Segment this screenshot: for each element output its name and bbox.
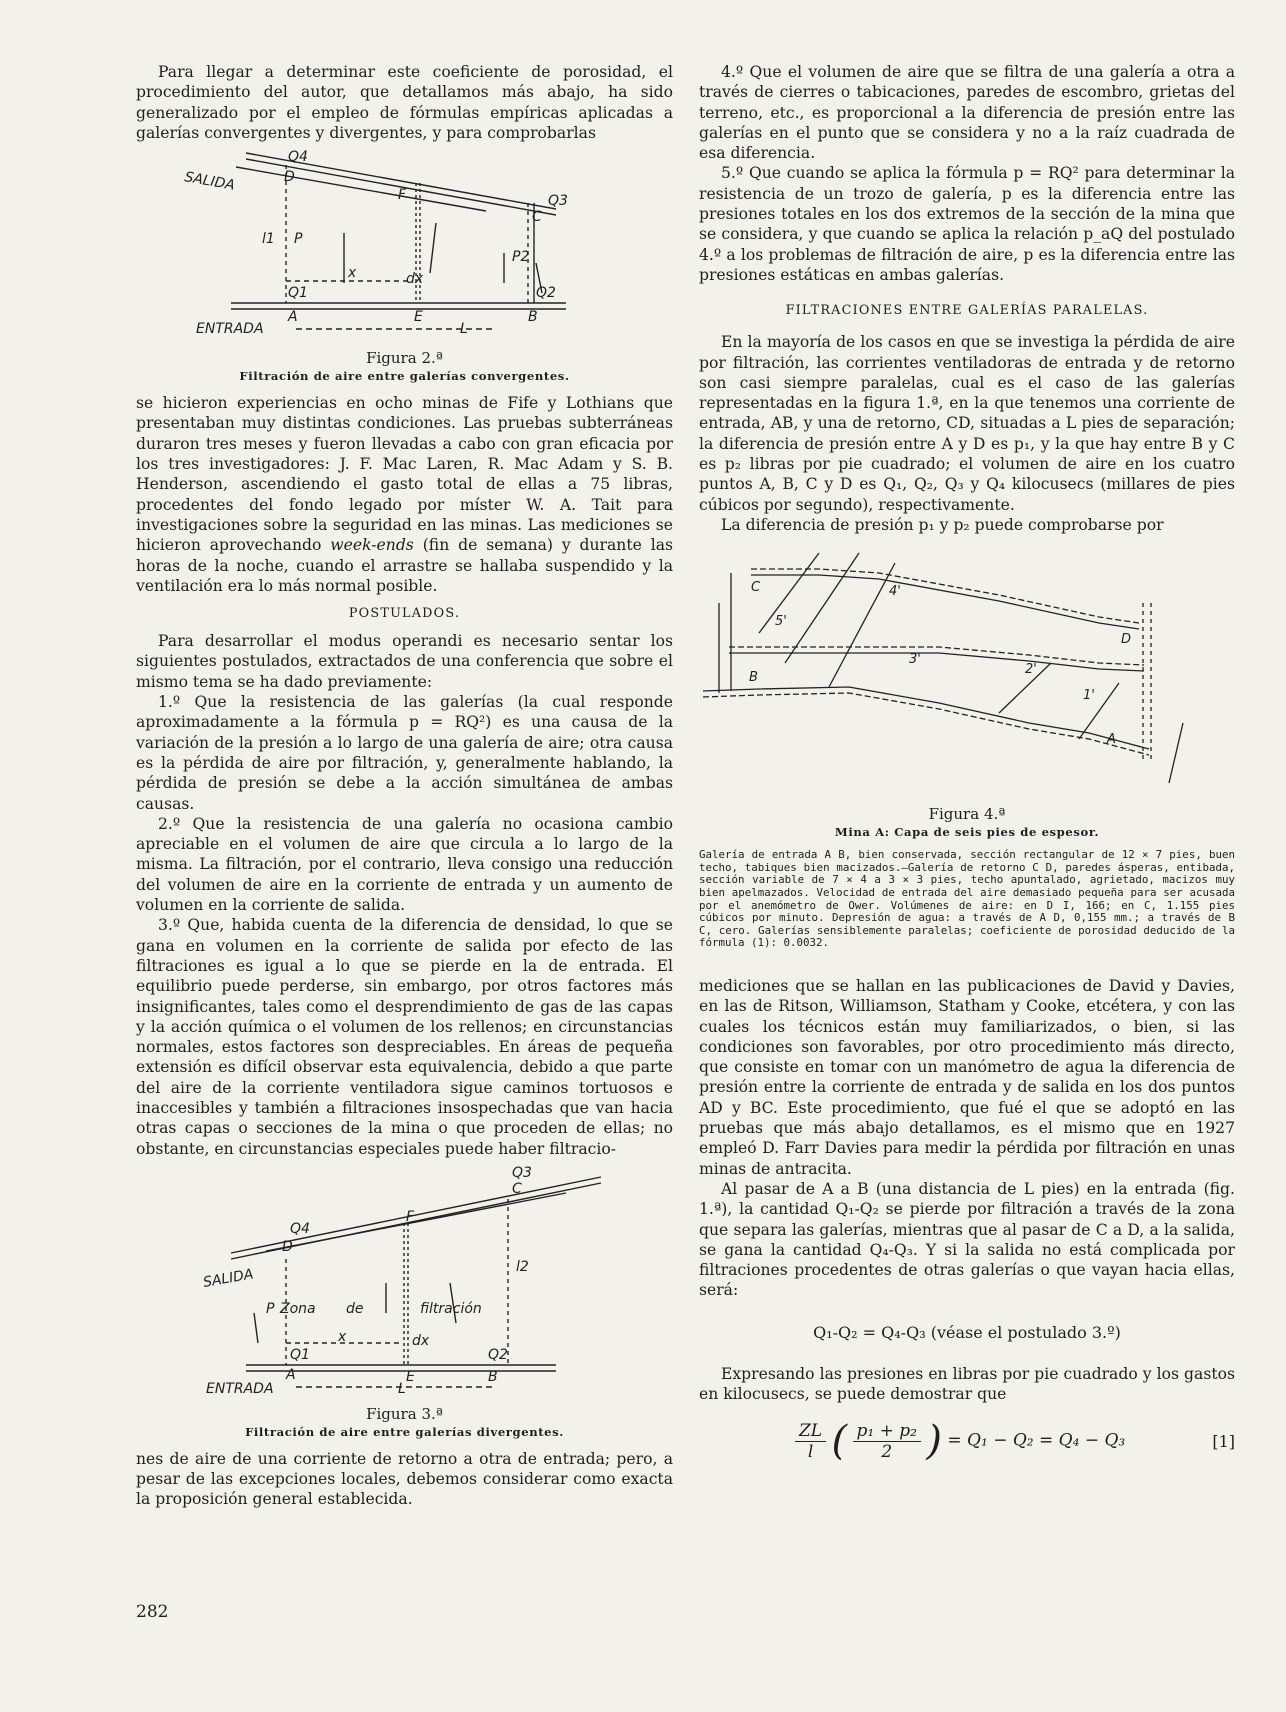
figure-2-diagram (136, 143, 673, 343)
fig2-label-b: B (528, 309, 538, 326)
fig2-label-f: F (398, 187, 407, 204)
fig4-label-d: D (1121, 632, 1132, 648)
equation-number: [1] (1212, 1432, 1235, 1452)
equation-fraction-p (853, 1421, 921, 1462)
formula-1: Q₁-Q₂ = Q₄-Q₃ (véase el postulado 3.º) (813, 1322, 1121, 1342)
equation-numerator: ZL (795, 1421, 826, 1442)
postulate-1: 1.º Que la resistencia de las galerías (la cual responde aproximadamente a la fórmula p = RQ²) es una causa de la variación de la presión a lo largo de una galería de aire; otra causa es la pérdida de aire por filtración, y, generalmente hablando, la pérdida de presión se debe a la acción simultánea de ambas causas. (136, 693, 673, 813)
equation-fraction-zl (795, 1421, 826, 1462)
fig2-label-p2: P2 (512, 249, 530, 266)
equation-numerator: p₁ + p₂ (853, 1421, 921, 1442)
fig4-label-2: 2' (1025, 662, 1037, 678)
right-column (699, 62, 1235, 1474)
paragraph: En la mayoría de los casos en que se investiga la pérdida de aire por filtración, las corrientes ventiladoras de entrada y de retorno son casi siempre paralelas, cual es el caso de las galerías representadas en la figura 1.ª, en la que tenemos una corriente de entrada, AB, y una de retorno, CD, situadas a L pies de separación; la diferencia de presión entre A y D es p₁, y la que hay entre B y C es p₂ libras por pie cuadrado; el volumen de aire en los cuatro puntos A, B, C y D es Q₁, Q₂, Q₃ y Q₄ kilocusecs (millares de pies cúbicos por segundo), respectivamente. (699, 333, 1235, 514)
fig2-label-x: x (348, 265, 357, 282)
fig2-label-q4: Q4 (288, 149, 308, 166)
fig2-label-l1: l1 (262, 231, 275, 248)
fig3-label-entrada: ENTRADA (206, 1380, 274, 1397)
left-column (136, 62, 673, 1510)
page-number: 282 (136, 1602, 169, 1622)
fig2-label-q1: Q1 (288, 285, 308, 302)
figure-2-title: Figura 2.ª (366, 349, 443, 368)
fig2-label-c: C (532, 209, 542, 226)
fig3-label-b: B (488, 1368, 498, 1385)
fig4-label-1: 1' (1083, 688, 1095, 704)
fig2-label-dx: dx (406, 271, 424, 288)
fig3-label-dx: dx (412, 1332, 430, 1349)
postulate-5: 5.º Que cuando se aplica la fórmula p = RQ² para determinar la resistencia de un trozo de galería, p es la diferencia entre las presiones totales en los dos extremos de la sección de la mina que se considera, y que cuando se aplica la relación p_aQ del postulado 4.º a los problemas de filtración de aire, p es la diferencia entre las presiones estáticas en ambas galerías. (699, 164, 1235, 284)
figure-4 (699, 543, 1235, 950)
paragraph: La diferencia de presión p₁ y p₂ puede comprobarse por (721, 515, 1164, 534)
fig3-label-l2: l2 (516, 1258, 529, 1275)
equation-rhs: = Q₁ − Q₂ = Q₄ − Q₃ (947, 1430, 1126, 1451)
figure-2-caption: Filtración de aire entre galerías convergentes. (239, 369, 570, 384)
paragraph: Expresando las presiones en libras por pie cuadrado y los gastos en kilocusecs, se puede demostrar que (699, 1364, 1235, 1404)
figure-4-title: Figura 4.ª (928, 805, 1006, 824)
fig2-label-d: D (284, 169, 295, 186)
fig4-label-3: 3' (909, 652, 921, 668)
fig3-label-c: C (512, 1180, 522, 1197)
fig3-label-q4: Q4 (290, 1220, 310, 1237)
fig2-label-l: L (460, 321, 468, 338)
fig3-label-zona: Zona (280, 1300, 316, 1317)
fig3-label-e: E (406, 1368, 415, 1385)
fig4-label-4: 4' (889, 584, 901, 600)
fig3-label-a: A (286, 1366, 296, 1383)
postulate-3: 3.º Que, habida cuenta de la diferencia de densidad, lo que se gana en volumen en la corriente de salida por efecto de las filtraciones es igual a lo que se pierde en la de entrada. El equilibrio puede perderse, sin embargo, por otros factores más insignificantes, tales como el desprendimiento de gas de las capas y la acción química o el volumen de los rellenos; en circunstancias normales, estos factores son despreciables. En áreas de pequeña extensión es difícil observar esta equivalencia, debido a que parte del aire de la corriente ventiladora sigue caminos tortuosos e inaccesibles y también a filtraciones insospechadas que van hacia otras capas o secciones de la mina o que proceden de ellas; no obstante, en circunstancias especiales puede haber filtracio- (136, 916, 673, 1158)
equation-body (795, 1418, 1125, 1464)
fig3-label-salida: SALIDA (201, 1266, 255, 1291)
fig2-label-p: P (294, 231, 303, 248)
figure-3 (136, 1163, 673, 1439)
fig2-label-a: A (288, 309, 298, 326)
fig2-label-entrada: ENTRADA (196, 321, 264, 338)
fig4-label-a: A (1107, 732, 1116, 748)
fig2-label-salida: SALIDA (183, 169, 237, 194)
fig2-label-q3: Q3 (548, 193, 568, 210)
figure-4-description: Galería de entrada A B, bien conservada, sección rectangular de 12 × 7 pies, buen techo, tabiques bien macizados.—Galería de retorno C D, paredes ásperas, entibada, sección variable de 7 × 4 a 3 × 3 pies, techo apuntalado, agrietado, macizos muy bien apelmazados. Velocidad de entrada del aire demasiado pequeña para ser acusada por el anemómetro de Ower. Volúmenes de aire: en D I, 166; en C, 1.155 pies cúbicos por minuto. Depresión de agua: a través de A D, 0,155 mm.; a través de B C, cero. Galerías sensiblemente paralelas; coeficiente de porosidad deducido de la fórmula (1): 0.0032. (699, 848, 1235, 950)
fig3-label-q3: Q3 (512, 1164, 532, 1181)
fig3-label-de: de (346, 1300, 364, 1317)
section-heading-postulados: POSTULADOS. (348, 606, 461, 622)
paragraph-text: (fin de semana) y durante las horas de la noche, cuando el arrastre se hallaba suspendido y la ventilación era lo más normal posible. (136, 536, 674, 595)
equation-paren-close: ) (926, 1418, 942, 1465)
figure-4-caption: Mina A: Capa de seis pies de espesor. (834, 825, 1100, 840)
fig4-label-5: 5' (775, 614, 787, 630)
equation-1 (699, 1418, 1235, 1474)
fig4-label-b: B (749, 670, 758, 686)
fig3-label-f: F (406, 1208, 415, 1225)
figure-2 (136, 143, 673, 383)
paragraph: mediciones que se hallan en las publicaciones de David y Davies, en las de Ritson, Williamson, Statham y Cooke, etcétera, y con las cuales los técnicos están muy familiarizados, o bien, si las condiciones son favorables, por otro procedimiento más directo, que consiste en tomar con un manómetro de agua la diferencia de presión entre la corriente de entrada y de salida en los dos puntos AD y BC. Este procedimiento, que fué el que se adoptó en las pruebas que más abajo detallamos, es el mismo que en 1927 empleó D. Farr Davies para medir la pérdida por filtración en unas minas de antracita. (699, 976, 1235, 1178)
section-heading-filtraciones: FILTRACIONES ENTRE GALERÍAS PARALELAS. (785, 303, 1149, 319)
fig3-label-l: L (398, 1380, 406, 1397)
fig2-label-q2: Q2 (536, 285, 556, 302)
equation-denominator: 2 (881, 1441, 893, 1462)
figure-3-title: Figura 3.ª (366, 1404, 443, 1423)
figure-3-diagram (136, 1163, 673, 1399)
fig3-label-filtracion: filtración (420, 1300, 482, 1317)
paragraph-text: se hicieron experiencias en ocho minas de Fife y Lothians que presentaban muy distintas condiciones. Las pruebas subterráneas duraron tres meses y fueron llevadas a cabo con gran eficacia por los tres investigadores: J. F. Mac Laren, R. Mac Adam y S. B. Henderson, ascendiendo el gasto total de ellas a 75 libras, procedentes del fondo legado por míster W. A. Tait para investigaciones sobre la seguridad en las minas. Las mediciones se hicieron aprovechando (136, 394, 673, 555)
paragraph: Para llegar a determinar este coeficiente de porosidad, el procedimiento del autor, que detallamos más abajo, ha sido generalizado por el empleo de fórmulas empíricas aplicadas a galerías convergentes y divergentes, y para comprobarlas (136, 63, 673, 142)
fig4-label-c: C (751, 580, 761, 596)
fig3-label-d: D (282, 1238, 293, 1255)
figure-4-diagram (699, 543, 1235, 799)
postulate-2: 2.º Que la resistencia de una galería no ocasiona cambio apreciable en el volumen de aire que circula a lo largo de la misma. La filtración, por el contrario, lleva consigo una reducción del volumen de aire en la corriente de entrada y un aumento de volumen en la corriente de salida. (136, 814, 673, 915)
paragraph: nes de aire de una corriente de retorno a otra de entrada; pero, a pesar de las excepciones locales, debemos considerar como exacta la proposición general establecida. (136, 1449, 673, 1509)
equation-paren-open: ( (831, 1418, 848, 1465)
fig3-label-p: P (266, 1300, 275, 1317)
postulate-4: 4.º Que el volumen de aire que se filtra de una galería a otra a través de cierres o tabicaciones, paredes de escombro, grietas del terreno, etc., es proporcional a la diferencia de presión entre las galerías en el punto que se considera y no a la raíz cuadrada de esa diferencia. (699, 63, 1235, 163)
fig3-label-x: x (338, 1328, 347, 1345)
figure-3-caption: Filtración de aire entre galerías divergentes. (245, 1424, 564, 1439)
fig2-label-e: E (414, 309, 423, 326)
paragraph: Para desarrollar el modus operandi es necesario sentar los siguientes postulados, extractados de una conferencia que sobre el mismo tema se ha dado previamente: (136, 632, 673, 691)
paragraph: Al pasar de A a B (una distancia de L pies) en la entrada (fig. 1.ª), la cantidad Q₁-Q₂ se pierde por filtración a través de la zona que separa las galerías, mientras que al pasar de C a D, a la salida, se gana la cantidad Q₄-Q₃. Y si la salida no está complicada por filtraciones procedentes de otras galerías o que vayan hacia ellas, será: (699, 1179, 1235, 1300)
paragraph (136, 393, 673, 596)
equation-denominator: l (807, 1441, 814, 1462)
fig3-label-q2: Q2 (488, 1346, 508, 1363)
fig3-label-q1: Q1 (290, 1346, 310, 1363)
italic-term: week-ends (330, 536, 414, 555)
